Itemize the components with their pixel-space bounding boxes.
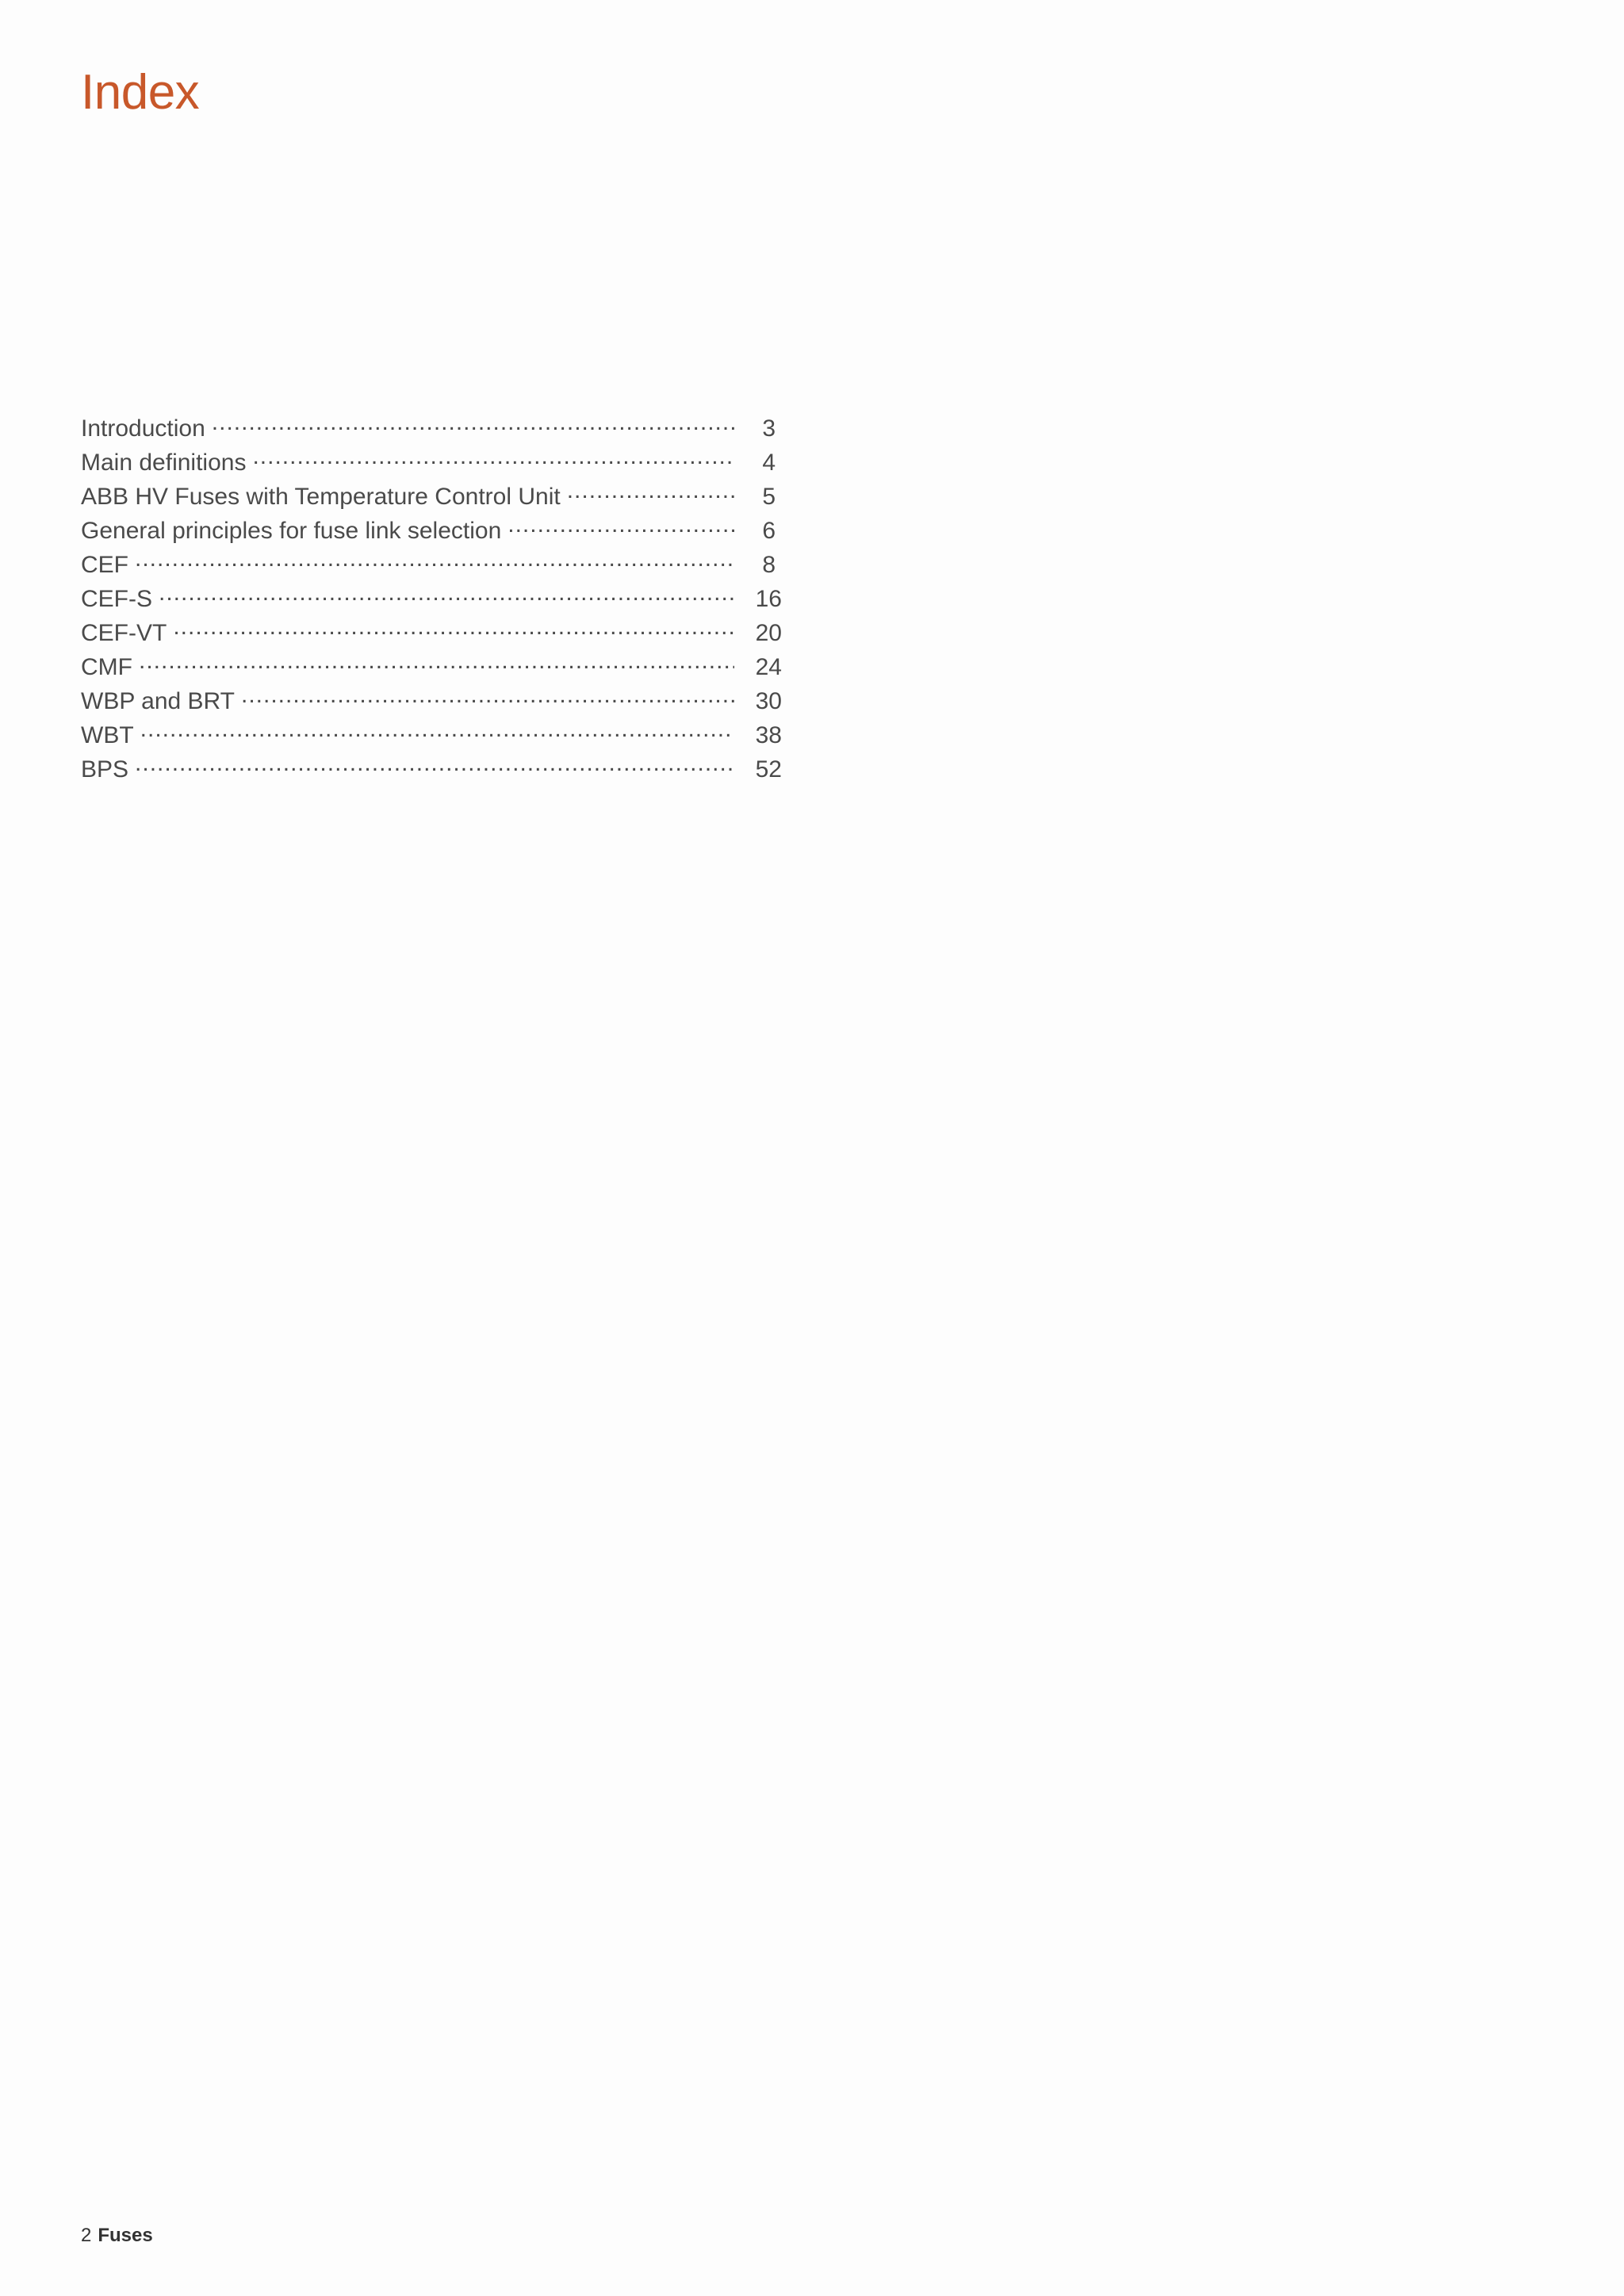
toc-item-main-definitions[interactable]: [81, 446, 782, 480]
toc-item-wbp-brt[interactable]: [81, 685, 782, 719]
toc-item-page: 52: [755, 756, 782, 783]
toc-item-page: 38: [755, 722, 782, 748]
toc-leader-dots: [159, 583, 734, 607]
page-title: Index: [81, 65, 200, 120]
toc-item-page: 6: [762, 518, 776, 544]
toc-item-bps[interactable]: [81, 753, 782, 787]
toc-item-page: 24: [755, 654, 782, 680]
toc-item-label: BPS: [81, 756, 129, 783]
toc-item-label: Introduction: [81, 415, 205, 442]
toc-item-page: 3: [762, 415, 776, 442]
toc-item-page: 16: [755, 586, 782, 612]
footer-document-name: Fuses: [98, 2225, 153, 2246]
toc-leader-dots: [241, 685, 734, 709]
toc-leader-dots: [139, 651, 734, 675]
toc-item-label: CEF-VT: [81, 620, 167, 646]
toc-leader-dots: [508, 515, 734, 538]
toc-item-page: 8: [762, 552, 776, 578]
toc-item-general-principles[interactable]: [81, 515, 782, 549]
toc-leader-dots: [140, 719, 734, 743]
toc-item-page: 20: [755, 620, 782, 646]
toc-item-introduction[interactable]: [81, 412, 782, 446]
toc-item-cef-s[interactable]: [81, 583, 782, 617]
toc-leader-dots: [212, 412, 734, 436]
toc-item-page: 30: [755, 688, 782, 714]
toc-item-page: 5: [762, 484, 776, 510]
toc-leader-dots: [252, 446, 734, 470]
toc-leader-dots: [135, 753, 734, 777]
toc-item-temperature-control-unit[interactable]: [81, 480, 782, 515]
footer-page-number: 2: [81, 2225, 92, 2246]
toc-item-label: WBT: [81, 722, 134, 748]
toc-item-label: CEF-S: [81, 586, 152, 612]
toc-item-label: General principles for fuse link selection: [81, 518, 502, 544]
toc-item-cef-vt[interactable]: [81, 617, 782, 651]
toc-item-label: WBP and BRT: [81, 688, 235, 714]
toc-item-label: CEF: [81, 552, 128, 578]
toc-item-cef[interactable]: [81, 549, 782, 583]
toc-item-label: Main definitions: [81, 450, 247, 476]
toc-leader-dots: [135, 549, 734, 572]
toc-leader-dots: [173, 617, 734, 641]
toc-item-cmf[interactable]: [81, 651, 782, 685]
toc-item-label: ABB HV Fuses with Temperature Control Unit: [81, 484, 561, 510]
toc-item-wbt[interactable]: [81, 719, 782, 753]
toc-item-label: CMF: [81, 654, 132, 680]
page-footer: [81, 2225, 153, 2247]
toc-leader-dots: [567, 480, 734, 504]
table-of-contents: [81, 412, 782, 787]
toc-item-page: 4: [762, 450, 776, 476]
